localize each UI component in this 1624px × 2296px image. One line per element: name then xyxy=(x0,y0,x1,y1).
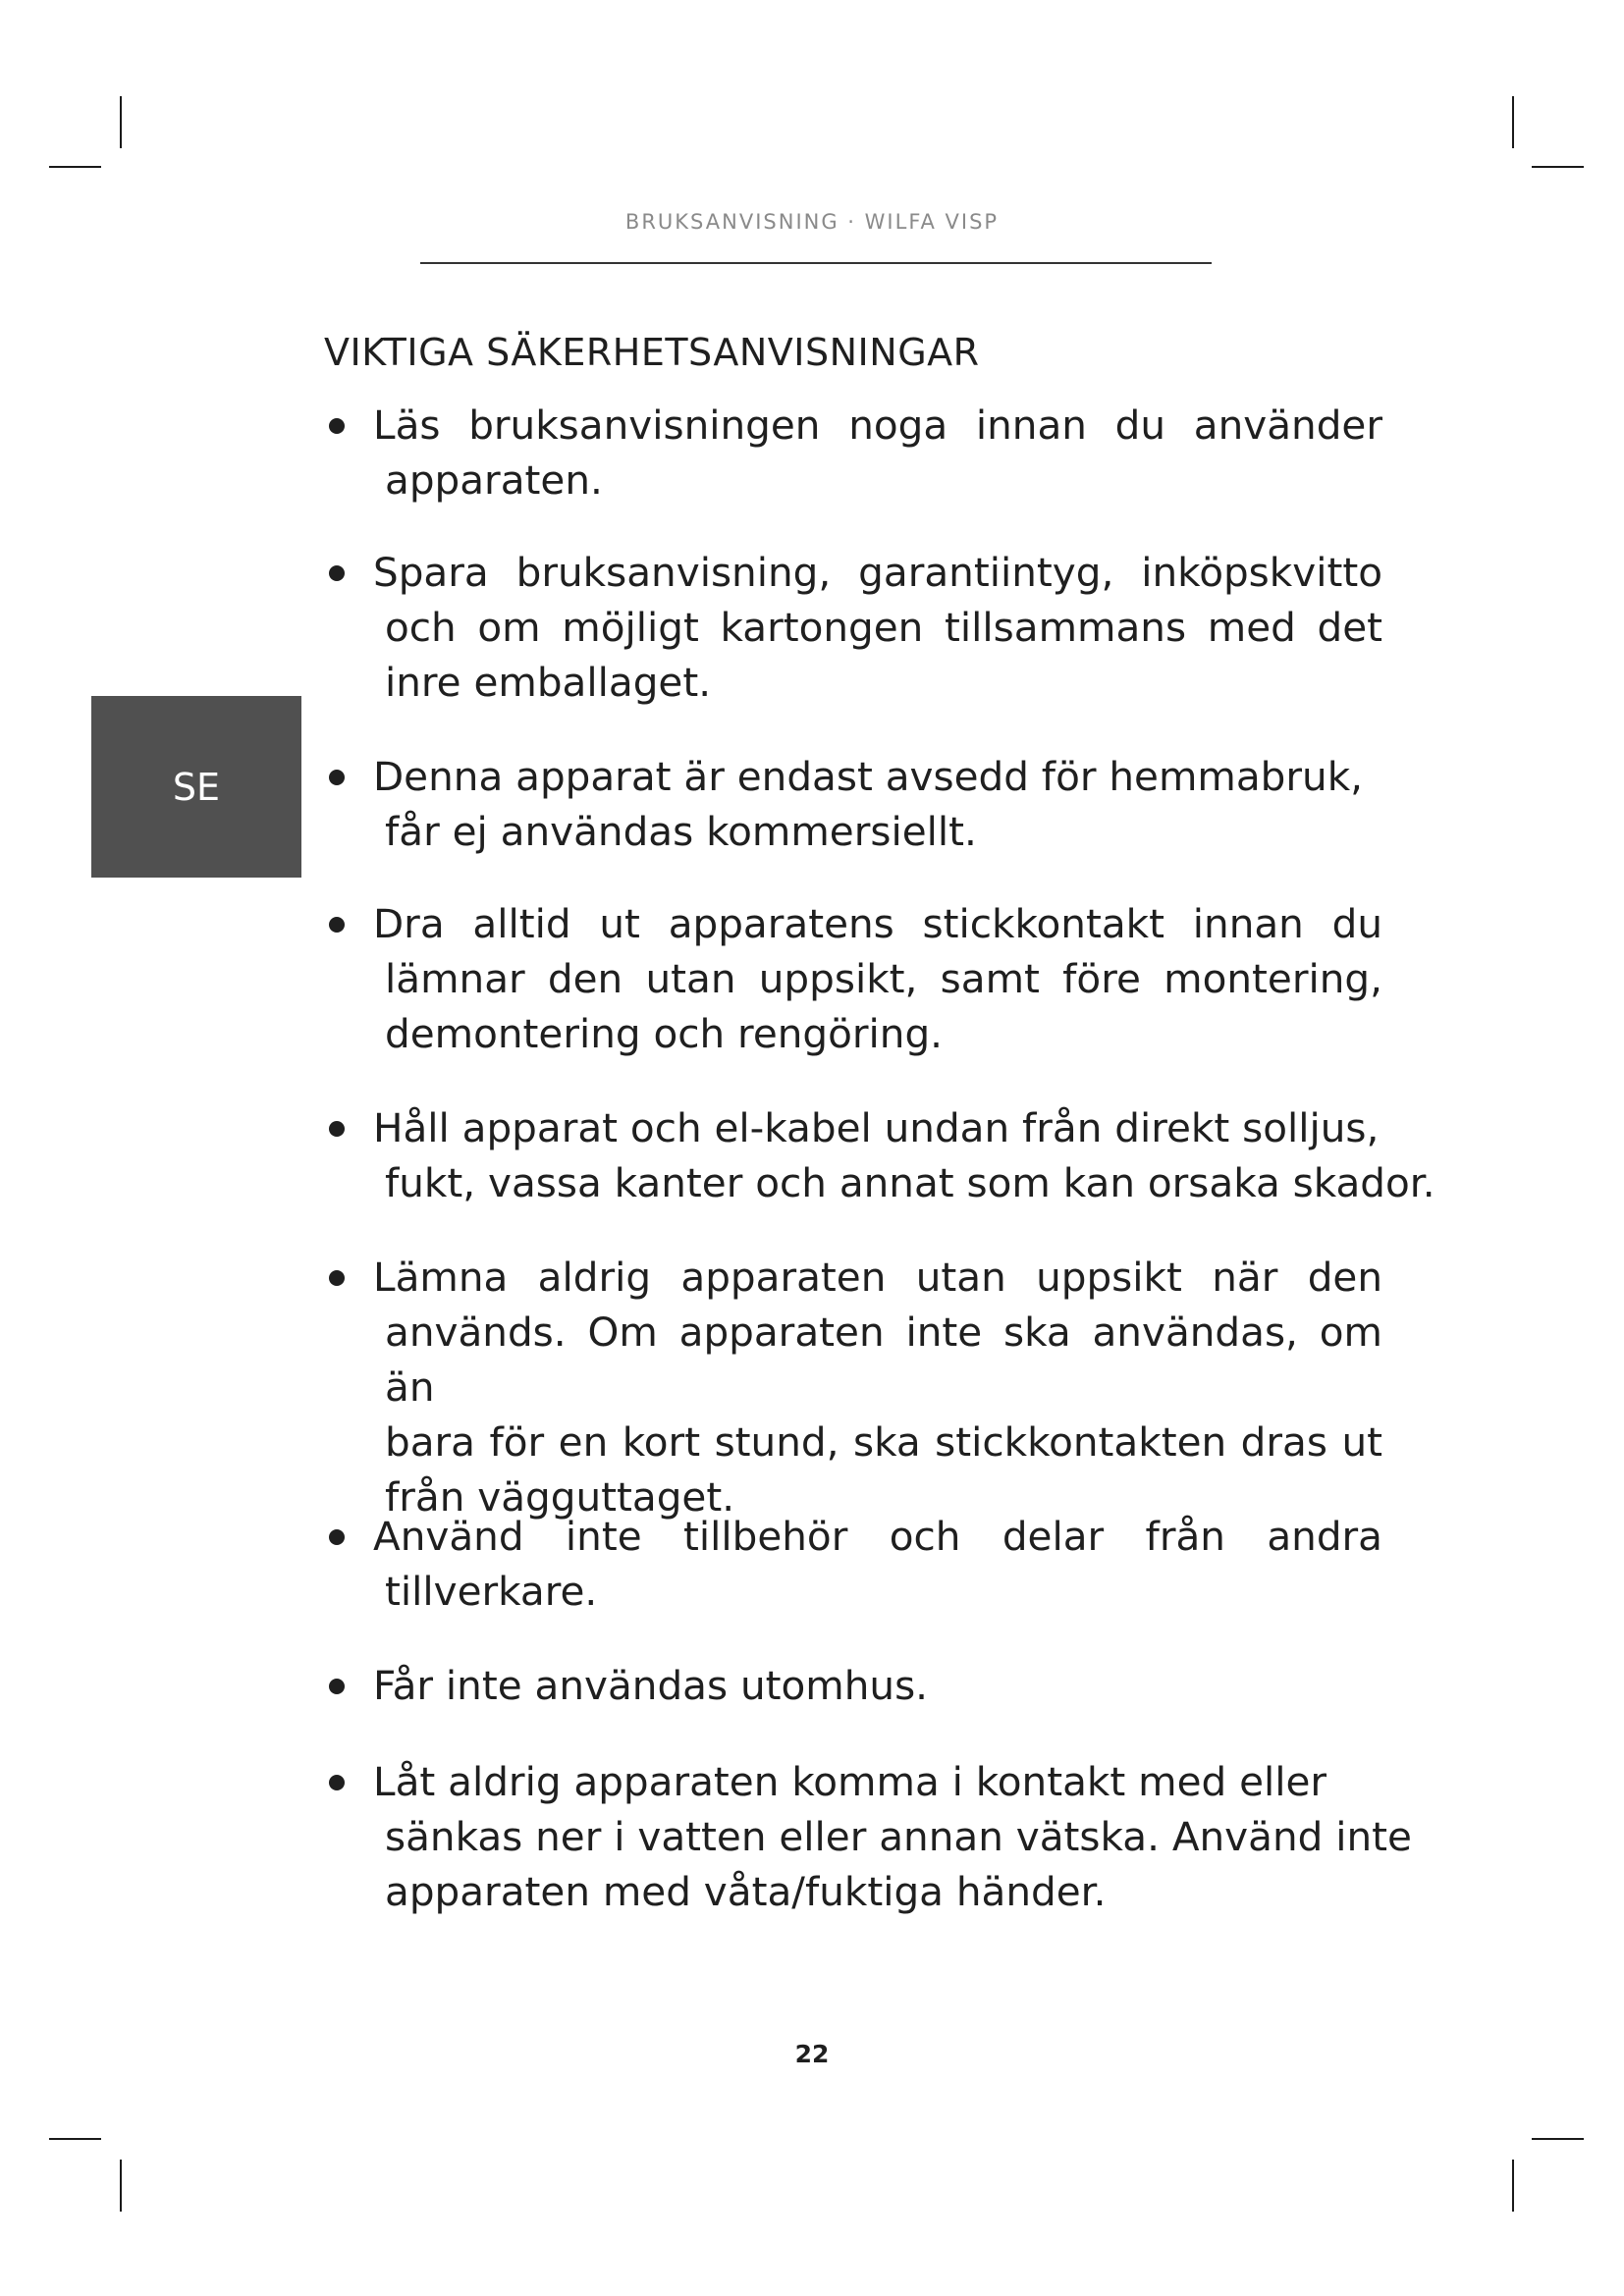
language-tab-label: SE xyxy=(172,765,221,809)
bullet-dot-icon xyxy=(329,565,345,581)
bullet-line: Låt aldrig apparaten komma i kontakt med eller xyxy=(373,1758,1327,1805)
crop-mark-bottom-left-horizontal xyxy=(49,2138,101,2140)
bullet-line: demontering och rengöring. xyxy=(385,1010,944,1057)
bullet-item xyxy=(324,545,1404,710)
bullet-line: lämnar den utan uppsikt, samt före montering, xyxy=(385,955,1382,1002)
bullet-dot-icon xyxy=(329,1121,345,1137)
bullet-item xyxy=(324,896,1404,1061)
bullet-item xyxy=(324,1754,1412,1919)
running-header: BRUKSANVISNING · WILFA VISP xyxy=(624,210,1000,234)
bullet-item xyxy=(324,749,1404,859)
bullet-dot-icon xyxy=(329,418,345,434)
bullet-line: fukt, vassa kanter och annat som kan orsaka skador. xyxy=(385,1159,1435,1206)
crop-mark-top-right-horizontal xyxy=(1532,166,1584,168)
bullet-line: används. Om apparaten inte ska användas, om än xyxy=(385,1308,1382,1411)
bullet-line: Får inte användas utomhus. xyxy=(373,1662,929,1709)
bullet-dot-icon xyxy=(329,917,345,933)
language-tab xyxy=(91,696,301,878)
bullet-line: tillverkare. xyxy=(385,1568,598,1615)
bullet-line: från vägguttaget. xyxy=(385,1473,735,1521)
crop-mark-bottom-right-vertical xyxy=(1512,2160,1514,2212)
bullet-line: Använd inte tillbehör och delar från andra xyxy=(373,1513,1382,1560)
bullet-line: Håll apparat och el-kabel undan från direkt solljus, xyxy=(373,1104,1380,1151)
bullet-line: apparaten. xyxy=(385,456,603,504)
page-number: 22 xyxy=(794,2040,830,2068)
crop-mark-bottom-right-horizontal xyxy=(1532,2138,1584,2140)
bullet-dot-icon xyxy=(329,1775,345,1790)
bullet-dot-icon xyxy=(329,1529,345,1545)
header-rule xyxy=(420,262,1212,264)
bullet-item xyxy=(324,1509,1404,1619)
bullet-item xyxy=(324,1100,1435,1210)
bullet-line: får ej användas kommersiellt. xyxy=(385,808,977,855)
crop-mark-bottom-left-vertical xyxy=(120,2160,122,2212)
bullet-line: Dra alltid ut apparatens stickkontakt innan du xyxy=(373,900,1382,947)
bullet-dot-icon xyxy=(329,1679,345,1694)
bullet-line: och om möjligt kartongen tillsammans med det xyxy=(385,604,1382,651)
bullet-line: bara för en kort stund, ska stickkontakten dras ut xyxy=(385,1418,1382,1466)
bullet-line: Spara bruksanvisning, garantiintyg, inköpskvitto xyxy=(373,549,1382,596)
bullet-line: Lämna aldrig apparaten utan uppsikt när den xyxy=(373,1254,1382,1301)
bullet-line: Denna apparat är endast avsedd för hemmabruk, xyxy=(373,753,1364,800)
bullet-item xyxy=(324,1658,1404,1713)
bullet-dot-icon xyxy=(329,1270,345,1286)
bullet-item xyxy=(324,1250,1404,1524)
crop-mark-top-right-vertical xyxy=(1512,96,1514,148)
bullet-line: sänkas ner i vatten eller annan vätska. Använd inte xyxy=(385,1813,1412,1860)
bullet-line: inre emballaget. xyxy=(385,659,712,706)
crop-mark-top-left-vertical xyxy=(120,96,122,148)
bullet-dot-icon xyxy=(329,770,345,785)
crop-mark-top-left-horizontal xyxy=(49,166,101,168)
bullet-item xyxy=(324,398,1404,507)
bullet-line: Läs bruksanvisningen noga innan du använder xyxy=(373,401,1382,449)
section-heading: VIKTIGA SÄKERHETSANVISNINGAR xyxy=(324,331,980,374)
bullet-line: apparaten med våta/fuktiga händer. xyxy=(385,1868,1107,1915)
